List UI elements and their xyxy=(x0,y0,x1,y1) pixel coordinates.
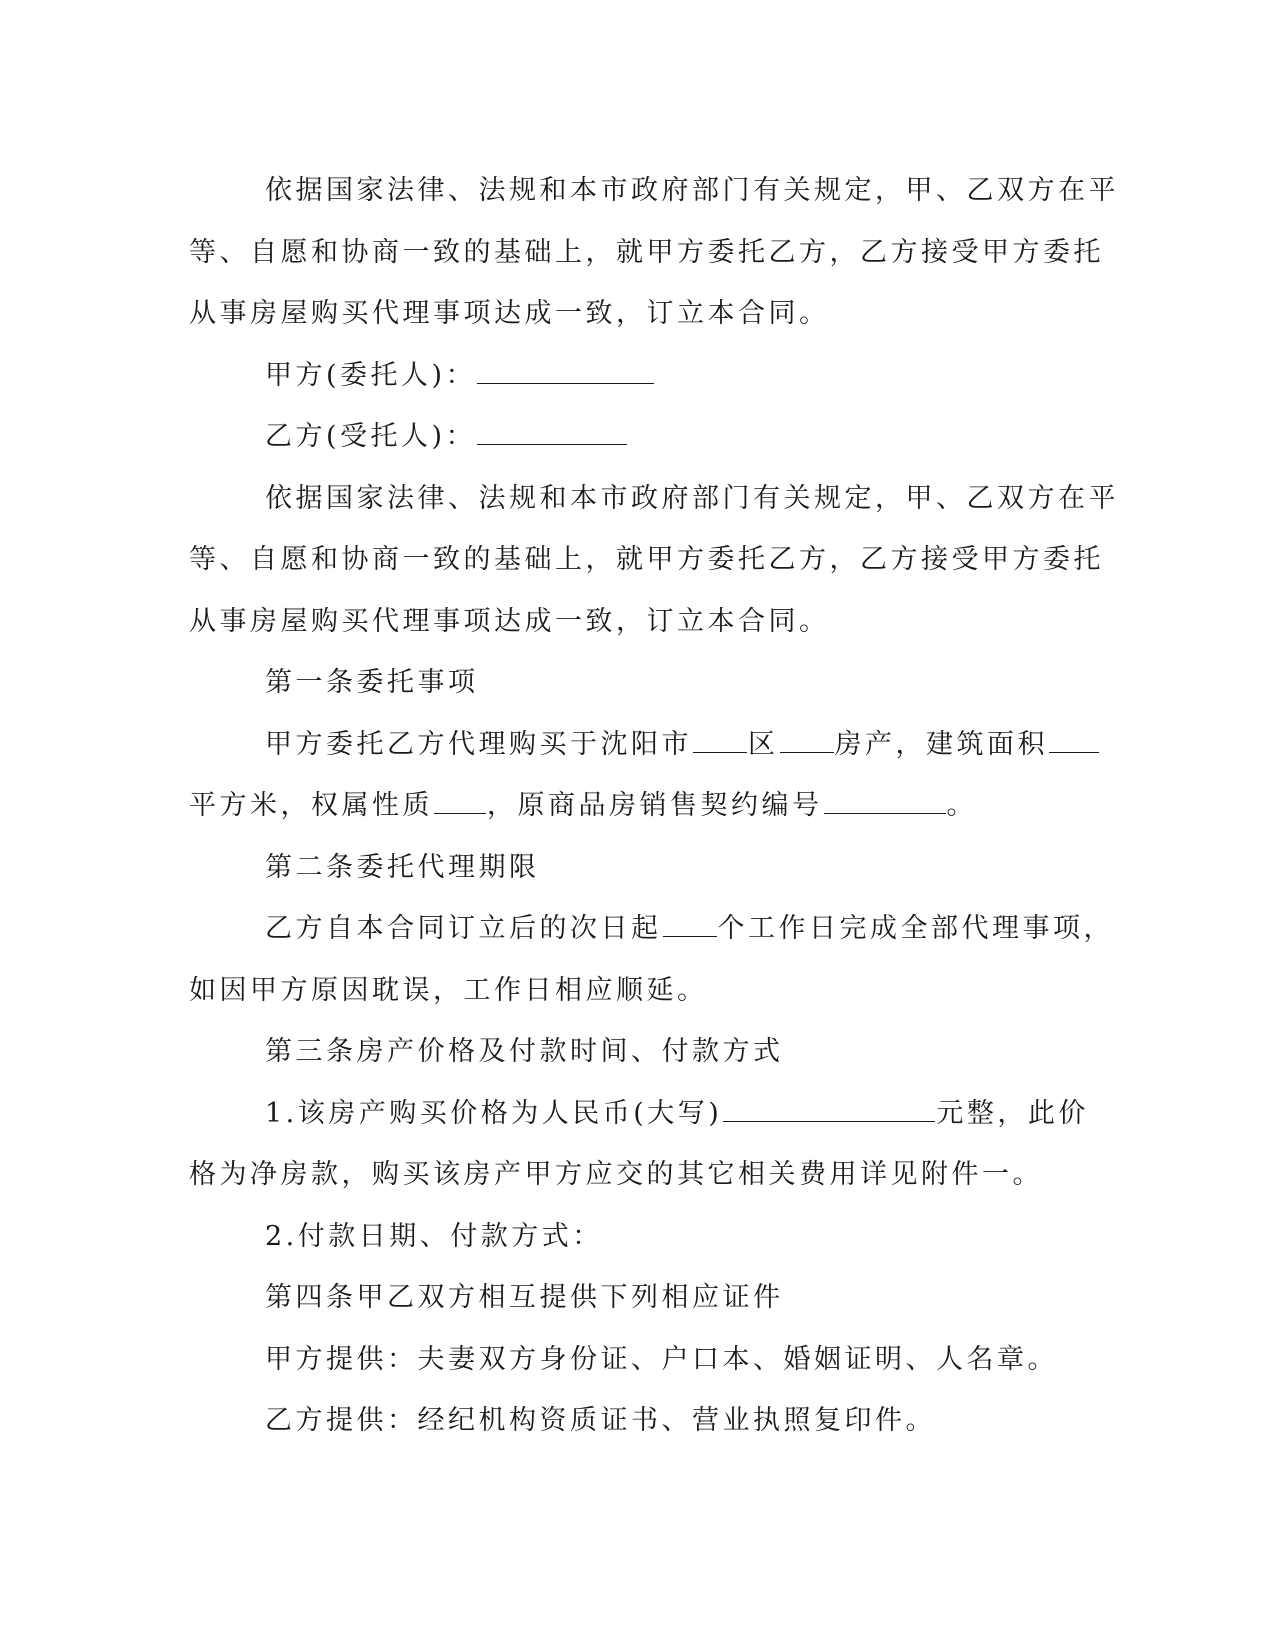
document-body xyxy=(189,160,1119,1452)
district-blank xyxy=(693,730,747,753)
article-2-text-a: 乙方自本合同订立后的次日起 xyxy=(265,913,662,944)
ownership-blank xyxy=(434,791,486,814)
article-1-text-c: 房产，建筑面积 xyxy=(834,728,1048,760)
price-blank xyxy=(723,1099,935,1122)
contract-number-blank xyxy=(824,791,946,814)
party-a-blank xyxy=(477,361,654,384)
article-3-item-1-line-2: 格为净房款，购买该房产甲方应交的其它相关费用详见附件一。 xyxy=(189,1159,1043,1190)
intro-2-line-1: 依据国家法律、法规和本市政府部门有关规定，甲、乙双方在平 xyxy=(265,482,1119,514)
party-b-line xyxy=(189,406,1074,468)
article-4-party-a: 甲方提供：夫妻双方身份证、户口本、婚姻证明、人名章。 xyxy=(265,1343,1058,1375)
area-blank xyxy=(1049,730,1099,753)
article-2-line-1 xyxy=(189,898,1114,960)
party-b-label: 乙方(受托人)： xyxy=(265,421,477,452)
article-3-item-1-line-1 xyxy=(189,1083,1089,1145)
workdays-blank xyxy=(663,914,717,937)
article-3-title: 第三条房产价格及付款时间、付款方式 xyxy=(265,1036,784,1067)
article-1-text-d: 平方米，权属性质 xyxy=(189,790,433,821)
intro-1-line-2: 等、自愿和协商一致的基础上，就甲方委托乙方，乙方接受甲方委托 xyxy=(189,236,1104,268)
article-1-line-2 xyxy=(189,775,1074,837)
article-1-text-a: 甲方委托乙方代理购买于沈阳市 xyxy=(265,728,692,760)
article-1-text-f: 。 xyxy=(946,790,977,821)
article-4-title: 第四条甲乙双方相互提供下列相应证件 xyxy=(265,1282,784,1313)
article-3-text-a: 1.该房产购买价格为人民币(大写) xyxy=(265,1097,723,1129)
article-1-title: 第一条委托事项 xyxy=(265,667,479,698)
intro-2-line-2: 等、自愿和协商一致的基础上，就甲方委托乙方，乙方接受甲方委托 xyxy=(189,544,1104,575)
article-1-line-1 xyxy=(189,714,1074,776)
article-3-text-b: 元整，此价 xyxy=(936,1097,1089,1129)
article-2-line-2: 如因甲方原因耽误，工作日相应顺延。 xyxy=(189,974,708,1006)
intro-2-line-3: 从事房屋购买代理事项达成一致，订立本合同。 xyxy=(189,605,830,637)
property-blank xyxy=(780,730,834,753)
article-4-party-b: 乙方提供：经纪机构资质证书、营业执照复印件。 xyxy=(265,1405,936,1436)
intro-1-line-3: 从事房屋购买代理事项达成一致，订立本合同。 xyxy=(189,298,830,329)
article-1-text-b: 区 xyxy=(748,728,779,760)
article-2-text-b: 个工作日完成全部代理事项， xyxy=(717,913,1114,944)
intro-1-line-1: 依据国家法律、法规和本市政府部门有关规定，甲、乙双方在平 xyxy=(265,175,1119,206)
party-b-blank xyxy=(477,422,627,445)
article-2-title: 第二条委托代理期限 xyxy=(265,851,540,883)
article-1-text-e: ，原商品房销售契约编号 xyxy=(487,790,823,821)
article-3-item-2: 2.付款日期、付款方式： xyxy=(265,1220,603,1252)
party-a-label: 甲方(委托人)： xyxy=(265,359,477,391)
party-a-line xyxy=(189,345,1074,407)
